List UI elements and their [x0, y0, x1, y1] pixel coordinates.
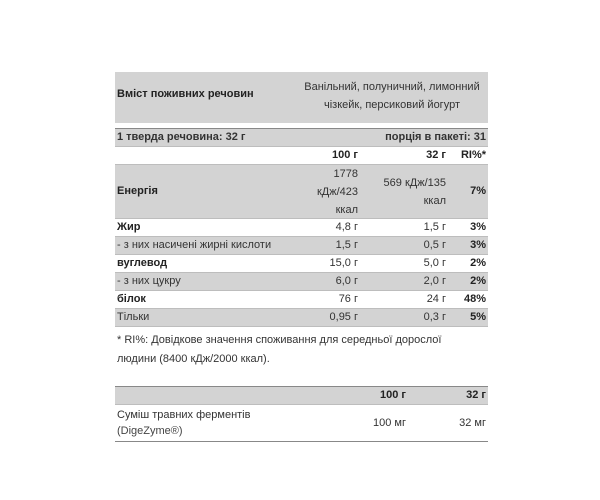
enzyme-header-32g: 32 г [466, 389, 486, 401]
row-value-ri: 3% [470, 221, 486, 233]
footnote-line-2: людини (8400 кДж/2000 ккал). [117, 353, 270, 365]
row-value-32g: 0,5 г [423, 239, 446, 251]
row-value-32g [360, 174, 448, 210]
column-header-32g: 32 г [426, 149, 446, 161]
footnote-line-1: * RI%: Довідкове значення споживання для середньої дорослої [117, 334, 442, 346]
row-value-32g: 24 г [426, 293, 446, 305]
table-row-protein [115, 290, 488, 308]
table-header [115, 72, 488, 123]
row-value-ri: 48% [463, 293, 486, 305]
row-value-100g: 0,95 г [329, 311, 358, 323]
flavors-line-2: чізкейк, персиковий йогурт [324, 99, 460, 111]
row-value-100g: 15,0 г [329, 257, 358, 269]
nutrition-table [115, 72, 488, 442]
table-row-salt [115, 308, 488, 326]
row-value-32g: 5,0 г [423, 257, 446, 269]
row-value-100g [296, 165, 360, 219]
row-value-100g: 76 г [338, 293, 358, 305]
row-value-32g: 2,0 г [423, 275, 446, 287]
table-bottom-rule [115, 326, 488, 327]
serving-row [115, 128, 488, 146]
footnote [115, 331, 488, 369]
header-title: Вміст поживних речовин [117, 88, 254, 100]
serving-per-pack: порція в пакеті: 31 [385, 131, 486, 143]
enzyme-name [115, 407, 256, 439]
row-value-32g: 1,5 г [423, 221, 446, 233]
row-label: Жир [117, 221, 141, 233]
enzyme-name-line-2: (DigeZyme®) [117, 425, 183, 437]
energy-100g-line-1: 1778 [333, 167, 358, 180]
row-value-100g: 1,5 г [335, 239, 358, 251]
row-value-ri: 5% [470, 311, 486, 323]
energy-100g-line-2: кДж/423 [316, 185, 358, 198]
enzyme-table-header [115, 386, 488, 404]
row-label: Тільки [117, 311, 150, 323]
row-value-ri: 7% [470, 185, 486, 197]
row-label: білок [117, 293, 146, 305]
energy-32g-line-2: ккал [423, 194, 446, 207]
table-row-energy [115, 164, 488, 218]
column-header-row [115, 146, 488, 164]
row-value-100g: 6,0 г [335, 275, 358, 287]
enzyme-value-32g: 32 мг [459, 417, 486, 429]
row-value-ri: 2% [470, 275, 486, 287]
column-header-100g: 100 г [332, 149, 358, 161]
enzyme-header-100g: 100 г [380, 389, 406, 401]
enzyme-row [115, 404, 488, 442]
row-value-ri: 3% [470, 239, 486, 251]
table-row-saturated-fat [115, 236, 488, 254]
row-label: вуглевод [117, 257, 168, 269]
serving-solid: 1 тверда речовина: 32 г [117, 131, 246, 143]
energy-32g-line-1: 569 кДж/135 [383, 176, 446, 189]
enzyme-header-blank [115, 387, 256, 404]
enzyme-name-line-1: Суміш травних ферментів [117, 409, 251, 421]
table-row-sugars [115, 272, 488, 290]
row-value-ri: 2% [470, 257, 486, 269]
row-label: - з них цукру [117, 275, 181, 287]
row-value-32g: 0,3 г [423, 311, 446, 323]
header-flavors [302, 72, 482, 123]
flavors-line-1: Ванільний, полуничний, лимонний [304, 81, 480, 93]
table-row-fat [115, 218, 488, 236]
column-header-ri: RI%* [460, 149, 486, 161]
row-label: - з них насичені жирні кислоти [117, 239, 272, 251]
table-row-carbohydrate [115, 254, 488, 272]
enzyme-value-100g: 100 мг [373, 417, 406, 429]
enzyme-table [115, 386, 488, 442]
row-value-100g: 4,8 г [335, 221, 358, 233]
energy-100g-line-3: ккал [335, 203, 358, 216]
row-label: Енергія [117, 185, 158, 197]
